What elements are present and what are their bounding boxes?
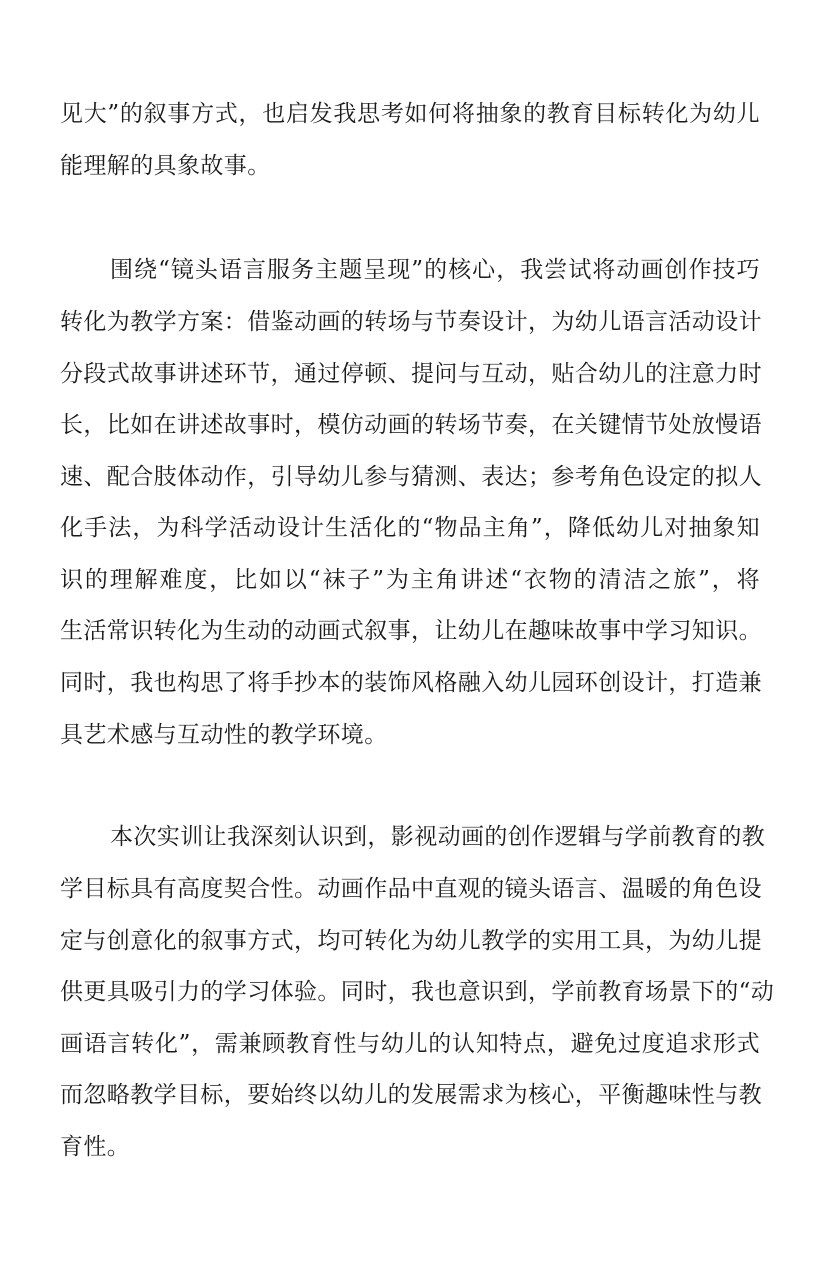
text-line: 育性。	[60, 1134, 131, 1160]
text-line: 同时，我也构思了将手抄本的装饰风格融入幼儿园环创设计，打造兼	[60, 670, 762, 696]
text-line: 而忽略教学目标，要始终以幼儿的发展需求为核心，平衡趣味性与教	[60, 1082, 762, 1108]
text-line: 速、配合肢体动作，引导幼儿参与猜测、表达；参考角色设定的拟人	[60, 464, 762, 490]
text-line: 生活常识转化为生动的动画式叙事，让幼儿在趣味故事中学习知识。	[60, 618, 762, 644]
text-line: 识的理解难度，比如以“袜子”为主角讲述“衣物的清洁之旅”，将	[60, 567, 760, 593]
text-line: 分段式故事讲述环节，通过停顿、提问与互动，贴合幼儿的注意力时	[60, 361, 762, 387]
text-line: 学目标具有高度契合性。动画作品中直观的镜头语言、温暖的角色设	[60, 876, 762, 902]
text-line: 化手法，为科学活动设计生活化的“物品主角”，降低幼儿对抽象知	[60, 515, 760, 541]
text-line: 本次实训让我深刻认识到，影视动画的创作逻辑与学前教育的教	[110, 824, 766, 850]
text-line: 能理解的具象故事。	[60, 153, 271, 179]
text-line: 供更具吸引力的学习体验。同时，我也意识到，学前教育场景下的“动	[60, 979, 775, 1005]
text-line: 围绕“镜头语言服务主题呈现”的核心，我尝试将动画创作技巧	[110, 257, 760, 283]
text-line: 转化为教学方案：借鉴动画的转场与节奏设计，为幼儿语言活动设计	[60, 309, 762, 335]
text-line: 定与创意化的叙事方式，均可转化为幼儿教学的实用工具，为幼儿提	[60, 928, 762, 954]
text-line: 画语言转化”，需兼顾教育性与幼儿的认知特点，避免过度追求形式	[60, 1031, 760, 1057]
text-line: 具艺术感与互动性的教学环境。	[60, 722, 388, 748]
text-line: 长，比如在讲述故事时，模仿动画的转场节奏，在关键情节处放慢语	[60, 412, 762, 438]
text-line: 见大”的叙事方式，也启发我思考如何将抽象的教育目标转化为幼儿	[60, 101, 760, 127]
